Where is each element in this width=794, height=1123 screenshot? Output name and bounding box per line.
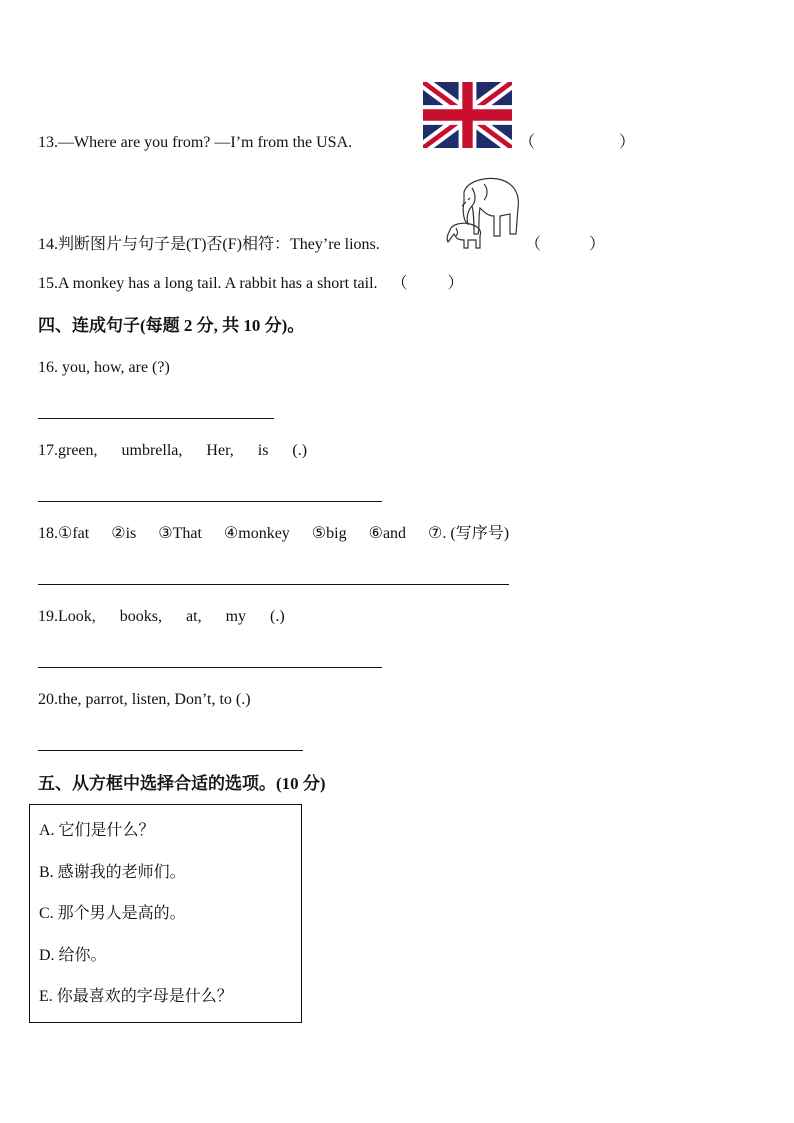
union-jack-flag-icon [423,82,512,148]
question-14 [38,235,380,255]
answer-line-16[interactable] [38,418,274,419]
paren-close: ） [589,236,606,253]
options-box [29,804,302,1023]
question-13 [38,133,352,153]
question-14-text: 14.判断图片与句子是(T)否(F)相符：They’re lions. [38,236,380,253]
paren-open: （ [391,275,408,292]
word: ⑤big [311,525,347,542]
answer-line-18[interactable] [38,584,509,585]
word: (.) [270,608,285,625]
question-17 [38,441,307,461]
elephant-icon [444,172,522,252]
paren-close: ） [447,275,464,292]
section-4-title: 四、连成句子(每题 2 分, 共 10 分)。 [38,316,305,335]
question-15-text: 15.A monkey has a long tail. A rabbit has a short tail. [38,275,378,292]
word: (.) [292,442,308,459]
word: is [257,442,269,459]
answer-parens-14 [525,235,605,255]
word: 18.①fat [38,525,90,542]
word: ④monkey [223,525,290,542]
option-c: C. 那个男人是高的。 [39,905,186,922]
word: 17.green, [38,442,98,459]
paren-open: （ [525,236,542,253]
option-e: E. 你最喜欢的字母是什么？ [39,988,233,1005]
answer-line-19[interactable] [38,667,382,668]
answer-line-17[interactable] [38,501,382,502]
word: ⑦. (写序号) [428,525,510,542]
option-d: D. 给你。 [39,947,107,964]
answer-parens-13 [519,133,635,153]
question-18 [38,524,509,544]
word: my [225,608,247,625]
question-16: 16. you, how, are (?) [38,359,170,376]
question-20: 20.the, parrot, listen, Don’t, to (.) [38,691,251,708]
question-15 [38,274,464,294]
word: ②is [111,525,137,542]
word: 19.Look, [38,608,96,625]
word: at, [186,608,202,625]
answer-line-20[interactable] [38,750,303,751]
question-13-text: 13.—Where are you from? —I’m from the USA. [38,134,353,151]
word: ⑥and [368,525,407,542]
word: books, [119,608,163,625]
word: Her, [206,442,234,459]
word: umbrella, [121,442,183,459]
paren-close: ） [619,134,636,151]
option-b: B. 感谢我的老师们。 [39,864,186,881]
question-19 [38,607,285,627]
paren-open: （ [519,134,536,151]
option-a: A. 它们是什么？ [39,822,155,839]
word: ③That [158,525,202,542]
section-5-title: 五、从方框中选择合适的选项。(10 分) [38,774,326,793]
